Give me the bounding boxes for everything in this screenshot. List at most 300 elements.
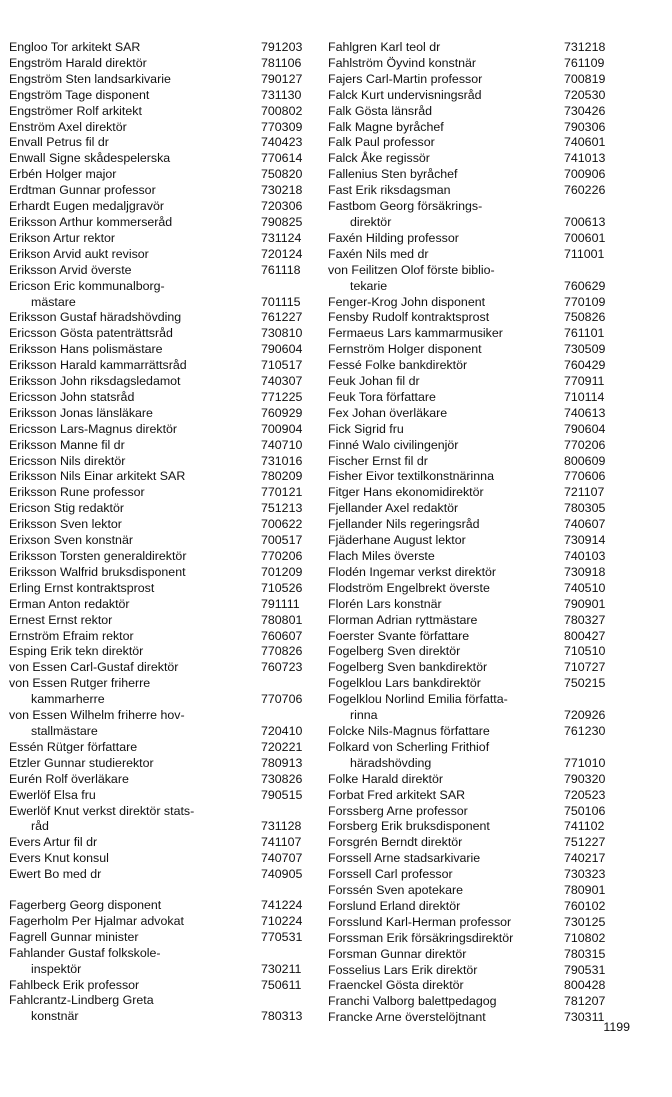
- entry-name: [9, 374, 261, 390]
- entry-name-text: Eriksson Arvid överste: [9, 262, 132, 277]
- entry-name-text: Enström Axel direktör: [9, 119, 127, 134]
- entry-name-text: Fast Erik riksdagsman: [328, 183, 451, 198]
- entry-date: 720124: [261, 246, 303, 261]
- entry-name-text: Fahlcrantz-Lindberg Greta: [9, 993, 154, 1008]
- entry-date: 731128: [261, 819, 302, 834]
- entry-date: 710526: [261, 580, 303, 595]
- entry-name: [328, 406, 564, 422]
- entry-name-text: Etzler Gunnar studierektor: [9, 755, 154, 770]
- entry-name: [9, 279, 261, 311]
- entry-date: 700802: [261, 103, 303, 118]
- list-item: [9, 613, 315, 629]
- entry-name-text: Florén Lars konstnär: [328, 596, 442, 611]
- entry-name: [9, 740, 261, 756]
- entry-date: 751227: [564, 835, 606, 850]
- list-item: [9, 167, 315, 183]
- entry-name-text: von Essen Wilhelm friherre hov-: [9, 708, 185, 723]
- entry-name-text: Florman Adrian ryttmästare: [328, 612, 478, 627]
- list-item: [328, 835, 618, 851]
- entry-date: 770911: [564, 374, 605, 389]
- entry-name: [328, 120, 564, 136]
- entry-name-text: Folkard von Scherling Frithiof: [328, 739, 490, 754]
- entry-name: [328, 660, 564, 676]
- entry-date: 760429: [564, 358, 606, 373]
- list-item: [328, 135, 618, 151]
- entry-date: 740601: [564, 135, 606, 150]
- entry-name: [9, 342, 261, 358]
- entry-name-text: Forssman Erik försäkringsdirektör: [328, 930, 514, 945]
- list-item: [9, 676, 315, 708]
- entry-date: 780305: [564, 501, 606, 516]
- entry-name-text: Fahlbeck Erik professor: [9, 977, 140, 992]
- entry-name: [328, 835, 564, 851]
- entry-name-text: Erixson Sven konstnär: [9, 533, 133, 548]
- entry-name-text: Forslund Erland direktör: [328, 898, 461, 913]
- entry-date: 790515: [261, 787, 303, 802]
- entry-name-text: Fahlander Gustaf folkskole-: [9, 945, 161, 960]
- entry-name: [9, 358, 261, 374]
- entry-name-text: Ericsson Lars-Magnus direktör: [9, 421, 178, 436]
- entry-name: [328, 994, 564, 1010]
- list-item: [9, 231, 315, 247]
- entry-date: 750215: [564, 676, 606, 691]
- entry-date: 760723: [261, 660, 303, 675]
- entry-name-text: von Feilitzen Olof förste biblio-: [328, 262, 495, 277]
- entry-name-text: Ericsson Nils direktör: [9, 453, 126, 468]
- entry-name-text: Finné Walo civilingenjör: [328, 437, 459, 452]
- list-item: [328, 629, 618, 645]
- entry-date: 720926: [564, 708, 606, 723]
- entry-name: [9, 454, 261, 470]
- list-item: [9, 946, 315, 978]
- entry-date: 790604: [261, 342, 303, 357]
- entry-name: [9, 597, 261, 613]
- entry-name-text: Fessé Folke bankdirektör: [328, 358, 468, 373]
- entry-date: 770706: [261, 692, 303, 707]
- entry-name-text: Fastbom Georg försäkrings-: [328, 199, 483, 214]
- list-item: [9, 581, 315, 597]
- entry-date: 770109: [564, 294, 606, 309]
- entry-date: 720523: [564, 787, 606, 802]
- entry-name: [9, 104, 261, 120]
- entry-date: 761118: [261, 262, 301, 277]
- entry-date: 700613: [564, 214, 606, 229]
- list-item: [9, 279, 315, 311]
- list-item: [328, 692, 618, 724]
- entry-date: 771010: [564, 755, 606, 770]
- list-item: [328, 374, 618, 390]
- entry-name: [328, 644, 564, 660]
- list-item: [328, 199, 618, 231]
- entry-name-text: Ericson Stig redaktör: [9, 501, 125, 516]
- list-item: [9, 326, 315, 342]
- entry-name-continuation: kammarherre: [31, 692, 105, 707]
- list-item: [9, 993, 315, 1025]
- entry-date: 800609: [564, 453, 606, 468]
- entry-name: [328, 947, 564, 963]
- entry-date: 740510: [564, 580, 606, 595]
- entry-name: [9, 788, 261, 804]
- entry-name: [328, 247, 564, 263]
- entry-name-text: Evers Artur fil dr: [9, 835, 98, 850]
- entry-name-text: Engström Harald direktör: [9, 55, 147, 70]
- entry-name-text: von Essen Carl-Gustaf direktör: [9, 660, 179, 675]
- entry-name-continuation: direktör: [350, 214, 392, 229]
- list-item: [9, 501, 315, 517]
- list-item: [328, 422, 618, 438]
- entry-date: 730323: [564, 867, 606, 882]
- list-item: [9, 804, 315, 836]
- entry-name-text: Ericson Eric kommunalborg-: [9, 278, 165, 293]
- list-item: [328, 358, 618, 374]
- entry-date: 740217: [564, 851, 606, 866]
- entry-date: 770614: [261, 151, 303, 166]
- list-item: [328, 72, 618, 88]
- entry-date: 790306: [564, 119, 606, 134]
- entry-name-text: Fjäderhane August lektor: [328, 533, 466, 548]
- list-item: [328, 947, 618, 963]
- entry-name-text: Envall Petrus fil dr: [9, 135, 109, 150]
- entry-date: 730218: [261, 183, 303, 198]
- list-item: [9, 851, 315, 867]
- entry-date: 740423: [261, 135, 303, 150]
- entry-name-text: Fisher Eivor textilkonstnärinna: [328, 469, 494, 484]
- entry-name: [328, 915, 564, 931]
- entry-date: 790825: [261, 214, 303, 229]
- list-item: [328, 438, 618, 454]
- entry-name: [9, 517, 261, 533]
- list-item: [9, 629, 315, 645]
- entry-name-text: Fallenius Sten byråchef: [328, 167, 458, 182]
- entry-name: [9, 247, 261, 263]
- entry-date: 700906: [564, 167, 606, 182]
- left-column: [9, 40, 315, 1025]
- entry-date: 720221: [261, 739, 303, 754]
- entry-name-text: Eriksson Gustaf häradshövding: [9, 310, 182, 325]
- list-item: [328, 804, 618, 820]
- list-item: [9, 772, 315, 788]
- list-item: [328, 899, 618, 915]
- entry-date: 750826: [564, 310, 606, 325]
- entry-name: [9, 676, 261, 708]
- right-column: [328, 40, 618, 1026]
- entry-name: [9, 310, 261, 326]
- entry-name: [328, 883, 564, 899]
- entry-name-text: Ernström Efraim rektor: [9, 628, 134, 643]
- entry-date: 730826: [261, 771, 303, 786]
- entry-name: [328, 533, 564, 549]
- entry-name-text: Forsberg Erik bruksdisponent: [328, 819, 490, 834]
- entry-name: [328, 167, 564, 183]
- list-item: [328, 867, 618, 883]
- entry-name: [328, 390, 564, 406]
- list-item: [9, 533, 315, 549]
- entry-name: [9, 660, 261, 676]
- entry-name: [9, 613, 261, 629]
- list-item: [9, 978, 315, 994]
- list-item: [328, 819, 618, 835]
- list-item: [328, 931, 618, 947]
- entry-name-text: Flodström Engelbrekt överste: [328, 580, 490, 595]
- list-item: [328, 517, 618, 533]
- entry-date: 710510: [564, 644, 606, 659]
- entry-name-text: Feuk Tora författare: [328, 389, 436, 404]
- list-item: [328, 565, 618, 581]
- entry-name-text: Fjellander Axel redaktör: [328, 501, 459, 516]
- entry-date: 730914: [564, 533, 606, 548]
- list-item: [328, 469, 618, 485]
- list-item: [328, 263, 618, 295]
- entry-name-text: Franchi Valborg balettpedagog: [328, 994, 497, 1009]
- entry-name: [328, 581, 564, 597]
- entry-name: [328, 295, 564, 311]
- entry-date: 770121: [261, 485, 303, 500]
- entry-date: 751213: [261, 501, 303, 516]
- list-item: [9, 263, 315, 279]
- list-item: [9, 374, 315, 390]
- entry-name-text: Eriksson Sven lektor: [9, 517, 122, 532]
- list-item: [328, 660, 618, 676]
- entry-name: [328, 422, 564, 438]
- entry-name: [9, 772, 261, 788]
- entry-name: [328, 629, 564, 645]
- entry-date: 770606: [564, 469, 606, 484]
- entry-name: [9, 930, 261, 946]
- entry-name-text: Eriksson Hans polismästare: [9, 342, 163, 357]
- entry-name-text: Eurén Rolf överläkare: [9, 771, 129, 786]
- list-item: [9, 914, 315, 930]
- entry-name: [328, 326, 564, 342]
- entry-name-text: Ernest Ernst rektor: [9, 612, 113, 627]
- entry-name: [9, 215, 261, 231]
- entry-date: 790531: [564, 962, 606, 977]
- entry-name-text: Ewerlöf Knut verkst direktör stats-: [9, 803, 195, 818]
- list-item: [9, 72, 315, 88]
- entry-date: 750106: [564, 803, 606, 818]
- entry-name: [328, 199, 564, 231]
- entry-date: 740103: [564, 549, 606, 563]
- list-item: [328, 167, 618, 183]
- list-item: [9, 485, 315, 501]
- list-item: [9, 88, 315, 104]
- entry-date: 760929: [261, 405, 303, 420]
- entry-name: [9, 40, 261, 56]
- list-item: [9, 597, 315, 613]
- entry-name-text: Engström Tage disponent: [9, 87, 150, 102]
- entry-date: 710517: [261, 358, 303, 373]
- list-item: [328, 183, 618, 199]
- list-item: [9, 898, 315, 914]
- list-item: [328, 597, 618, 613]
- entry-date: 771225: [261, 389, 303, 404]
- entry-name: [328, 931, 564, 947]
- list-item: [328, 915, 618, 931]
- list-item: [9, 40, 315, 56]
- entry-date: 730426: [564, 103, 606, 118]
- list-item: [9, 756, 315, 772]
- entry-date: 781106: [261, 55, 302, 70]
- list-item: [328, 56, 618, 72]
- entry-name-continuation: rinna: [350, 708, 378, 723]
- entry-name: [328, 263, 564, 295]
- entry-date: 711001: [564, 246, 605, 261]
- entry-name-text: Forsgrén Berndt direktör: [328, 835, 463, 850]
- list-item: [328, 326, 618, 342]
- entry-name-text: Folcke Nils-Magnus författare: [328, 723, 490, 738]
- entry-name-text: Eriksson Rune professor: [9, 485, 145, 500]
- entry-name-text: Fex Johan överläkare: [328, 405, 448, 420]
- entry-date: 761109: [564, 55, 605, 70]
- entry-name-text: Fahlström Öyvind konstnär: [328, 55, 477, 70]
- entry-name: [9, 183, 261, 199]
- entry-date: 740613: [564, 405, 606, 420]
- entry-date: 800428: [564, 978, 606, 993]
- list-item: [328, 644, 618, 660]
- entry-name-text: Eriksson Torsten generaldirektör: [9, 549, 187, 563]
- entry-name: [328, 613, 564, 629]
- entry-name: [9, 88, 261, 104]
- list-item: [328, 851, 618, 867]
- list-item: [9, 422, 315, 438]
- entry-name-text: Forssell Carl professor: [328, 867, 453, 882]
- list-item: [9, 867, 315, 883]
- list-item: [328, 676, 618, 692]
- entry-date: 761227: [261, 310, 303, 325]
- entry-name-text: Forssell Arne stadsarkivarie: [328, 851, 481, 866]
- entry-name: [328, 819, 564, 835]
- list-item: [328, 978, 618, 994]
- entry-name-text: Engström Sten landsarkivarie: [9, 71, 171, 86]
- list-item: [9, 930, 315, 946]
- list-item: [9, 565, 315, 581]
- list-item: [9, 120, 315, 136]
- entry-date: 740607: [564, 517, 606, 532]
- list-item: [328, 883, 618, 899]
- entry-name-text: Eriksson John riksdagsledamot: [9, 374, 181, 389]
- list-item: [328, 613, 618, 629]
- entry-name: [328, 597, 564, 613]
- entry-name: [328, 676, 564, 692]
- list-item: [328, 295, 618, 311]
- entry-name: [9, 946, 261, 978]
- entry-name: [328, 740, 564, 772]
- entry-name-text: Fogelklou Lars bankdirektör: [328, 676, 481, 691]
- list-item: [9, 644, 315, 660]
- list-item: [328, 581, 618, 597]
- entry-name: [9, 72, 261, 88]
- entry-date: 701115: [261, 294, 301, 309]
- entry-date: 740707: [261, 851, 303, 866]
- entry-date: 731016: [261, 453, 303, 468]
- entry-name-continuation: råd: [31, 819, 49, 834]
- entry-name: [328, 1010, 564, 1026]
- entry-name: [9, 438, 261, 454]
- entry-date: 760102: [564, 898, 606, 913]
- entry-name-continuation: häradshövding: [350, 755, 432, 770]
- entry-name: [9, 993, 261, 1025]
- entry-name-text: Fogelberg Sven direktör: [328, 644, 461, 659]
- entry-name-text: Erman Anton redaktör: [9, 596, 130, 611]
- entry-name-text: Forsslund Karl-Herman professor: [328, 914, 512, 929]
- list-item: [9, 740, 315, 756]
- entry-name: [328, 40, 564, 56]
- entry-date: 770826: [261, 644, 303, 659]
- entry-name: [328, 88, 564, 104]
- entry-date: 720410: [261, 723, 303, 738]
- list-item: [9, 199, 315, 215]
- entry-date: 780313: [261, 1009, 303, 1024]
- entry-name-text: Ericsson John statsråd: [9, 389, 135, 404]
- entry-name: [9, 263, 261, 279]
- entry-date: 710224: [261, 913, 303, 928]
- list-item: [328, 740, 618, 772]
- entry-name: [9, 629, 261, 645]
- entry-name: [9, 565, 261, 581]
- entry-name-text: Francke Arne överstelöjtnant: [328, 1010, 486, 1025]
- entry-date: 760629: [564, 278, 606, 293]
- list-item: [328, 151, 618, 167]
- entry-name: [328, 374, 564, 390]
- entry-date: 790127: [261, 71, 303, 86]
- entry-name: [9, 501, 261, 517]
- entry-name-text: Fahlgren Karl teol dr: [328, 40, 441, 54]
- entry-name: [9, 390, 261, 406]
- entry-name-text: Folke Harald direktör: [328, 771, 444, 786]
- entry-name-text: Erikson Arvid aukt revisor: [9, 246, 149, 261]
- list-item: [328, 501, 618, 517]
- entry-name-text: Feuk Johan fil dr: [328, 374, 420, 389]
- entry-name-text: Forssberg Arne professor: [328, 803, 468, 818]
- entry-name: [9, 56, 261, 72]
- entry-name-text: Fagerberg Georg disponent: [9, 898, 162, 913]
- entry-name-text: Fick Sigrid fru: [328, 421, 404, 436]
- entry-date: 740710: [261, 437, 303, 452]
- entry-name: [328, 788, 564, 804]
- entry-name: [9, 326, 261, 342]
- list-item: [328, 485, 618, 501]
- entry-date: 740905: [261, 867, 303, 882]
- entry-name-text: Fraenckel Gösta direktör: [328, 978, 464, 993]
- entry-name-text: Essén Rütger författare: [9, 739, 138, 754]
- entry-date: 700904: [261, 421, 303, 436]
- list-item: [328, 963, 618, 979]
- entry-name: [328, 135, 564, 151]
- entry-name: [328, 469, 564, 485]
- entry-name-text: Falk Gösta länsråd: [328, 103, 432, 118]
- entry-name-text: Ericsson Gösta patenträttsråd: [9, 326, 173, 341]
- entry-date: 710114: [564, 389, 605, 404]
- entry-date: 730211: [261, 961, 302, 976]
- entry-date: 791111: [261, 596, 300, 611]
- entry-name-text: Eriksson Walfrid bruksdisponent: [9, 564, 186, 579]
- entry-name: [9, 914, 261, 930]
- entry-name: [9, 708, 261, 740]
- entry-name: [9, 804, 261, 836]
- list-item: [328, 454, 618, 470]
- entry-date: 770309: [261, 119, 303, 134]
- entry-name: [328, 772, 564, 788]
- entry-name: [328, 151, 564, 167]
- entry-name: [328, 978, 564, 994]
- entry-name-text: Fitger Hans ekonomidirektör: [328, 485, 484, 500]
- entry-name: [9, 422, 261, 438]
- entry-date: 730125: [564, 914, 606, 929]
- list-item: [9, 438, 315, 454]
- entry-date: 780801: [261, 612, 303, 627]
- entry-name: [328, 501, 564, 517]
- list-item: [9, 469, 315, 485]
- entry-name: [328, 438, 564, 454]
